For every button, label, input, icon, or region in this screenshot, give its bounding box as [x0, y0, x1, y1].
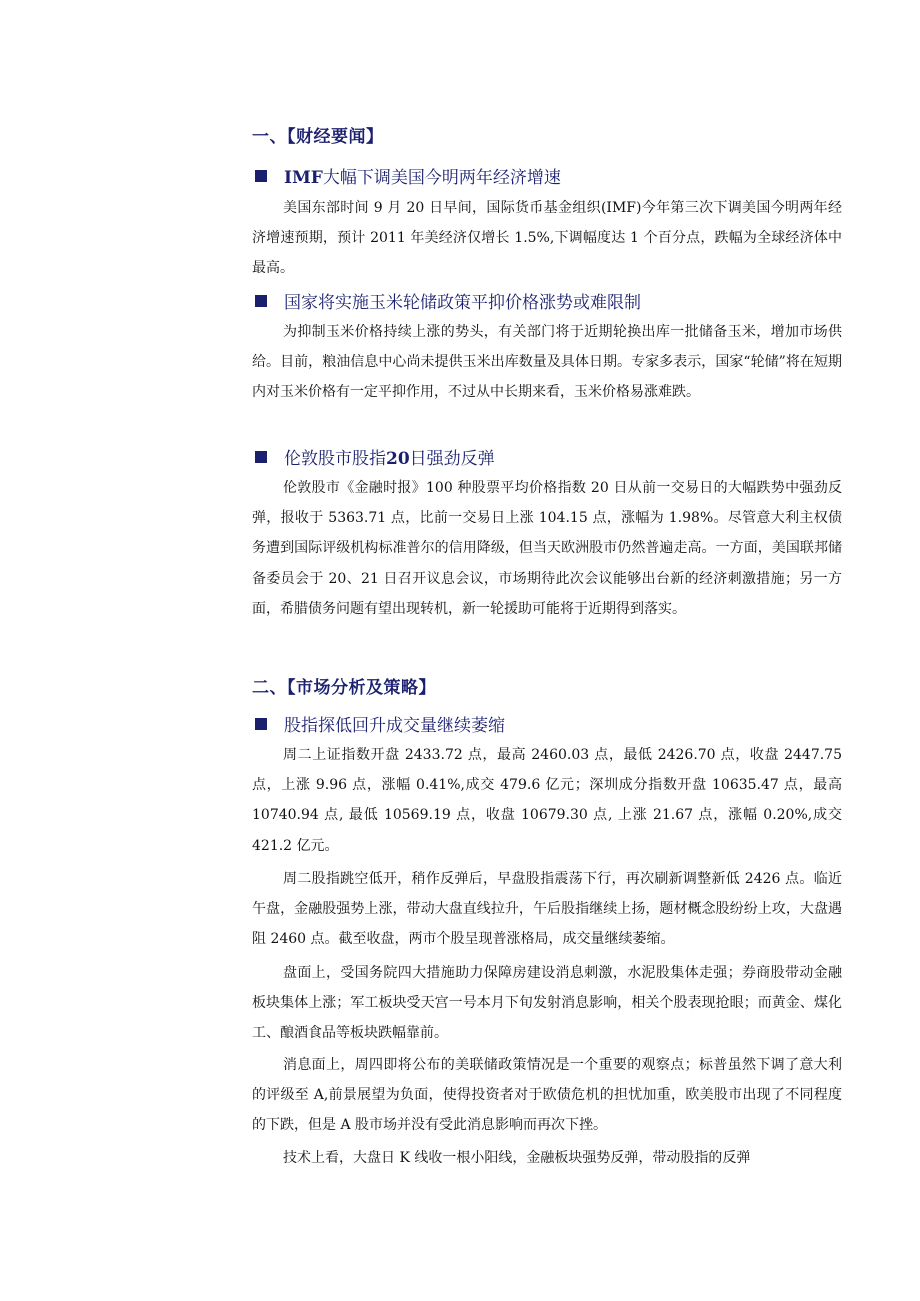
- headline-imf: [255, 163, 561, 188]
- paragraph-london: 伦敦股市《金融时报》100 种股票平均价格指数 20 日从前一交易日的大幅跌势中强劲反弹，报收于 5363.71 点，比前一交易日上涨 104.15 点，涨幅为 1.98%。尽管意大利主权债务遭到国际评级机构标准普尔的信用降级，但当天欧洲股市仍然普遍走高。一方面，美国联邦储备委员会于 20、21 日召开议息会议，市场期待此次会议能够出台新的经济刺激措施；另一方面，希腊债务问题有望出现转机，新一轮援助可能将于近期得到落实。: [252, 480, 842, 617]
- section-title-financial-news: 一、【财经要闻】: [252, 127, 384, 147]
- paragraph-news: 消息面上，周四即将公布的美联储政策情况是一个重要的观察点；标普虽然下调了意大利的评级至 A,前景展望为负面，使得投资者对于欧债危机的担忧加重，欧美股市出现了不同程度的下跌，但是 A 股市场并没有受此消息影响而再次下挫。: [252, 1057, 842, 1134]
- headline-text: 大幅下调美国今明两年经济增速: [322, 168, 561, 188]
- square-bullet-icon: [255, 170, 267, 182]
- paragraph-index-data: 周二上证指数开盘 2433.72 点，最高 2460.03 点，最低 2426.70 点，收盘 2447.75 点，上涨 9.96 点，涨幅 0.41%,成交 479.6 亿元；深圳成分指数开盘 10635.47 点，最高 10740.94 点, 最低 10569.19 点，收盘 10679.30 点, 上涨 21.67 点，涨幅 0.20%,成交 421.2 亿元。: [252, 747, 842, 854]
- paragraph-imf: 美国东部时间 9 月 20 日早间，国际货币基金组织(IMF)今年第三次下调美国今明两年经济增速预期，预计 2011 年美经济仅增长 1.5%,下调幅度达 1 个百分点，跌幅为全球经济体中最高。: [252, 200, 842, 277]
- paragraph-technical: 技术上看，大盘日 K 线收一根小阳线，金融板块强势反弹，带动股指的反弹: [283, 1150, 751, 1166]
- section-title-market-analysis: 二、【市场分析及策略】: [252, 678, 436, 698]
- headline-prefix: 伦敦股市股指: [284, 449, 386, 469]
- headline-prefix: IMF: [284, 168, 323, 188]
- paragraph-sectors: 盘面上，受国务院四大措施助力保障房建设消息刺激，水泥股集体走强；券商股带动金融板块集体上涨；军工板块受天宫一号本月下旬发射消息影响，相关个股表现抢眼；而黄金、煤化工、酿酒食品等板块跌幅靠前。: [252, 965, 842, 1042]
- square-bullet-icon: [255, 451, 267, 463]
- square-bullet-icon: [255, 295, 267, 307]
- headline-text: 日强劲反弹: [409, 449, 495, 469]
- headline-text: 国家将实施玉米轮储政策平抑价格涨势或难限制: [284, 293, 641, 313]
- square-bullet-icon: [255, 718, 267, 730]
- headline-number: 20: [386, 449, 410, 469]
- headline-london: [255, 444, 495, 469]
- headline-corn: [255, 288, 641, 313]
- paragraph-market-trend: 周二股指跳空低开，稍作反弹后，早盘股指震荡下行，再次刷新调整新低 2426 点。临近午盘，金融股强势上涨，带动大盘直线拉升，午后股指继续上扬，题材概念股纷纷上攻，大盘遇阻 2460 点。截至收盘，两市个股呈现普涨格局，成交量继续萎缩。: [252, 871, 842, 948]
- headline-index: [255, 711, 505, 736]
- paragraph-corn: 为抑制玉米价格持续上涨的势头，有关部门将于近期轮换出库一批储备玉米，增加市场供给。目前，粮油信息中心尚未提供玉米出库数量及具体日期。专家多表示，国家“轮储”将在短期内对玉米价格有一定平抑作用，不过从中长期来看，玉米价格易涨难跌。: [252, 324, 842, 401]
- headline-text: 股指探低回升成交量继续萎缩: [284, 716, 505, 736]
